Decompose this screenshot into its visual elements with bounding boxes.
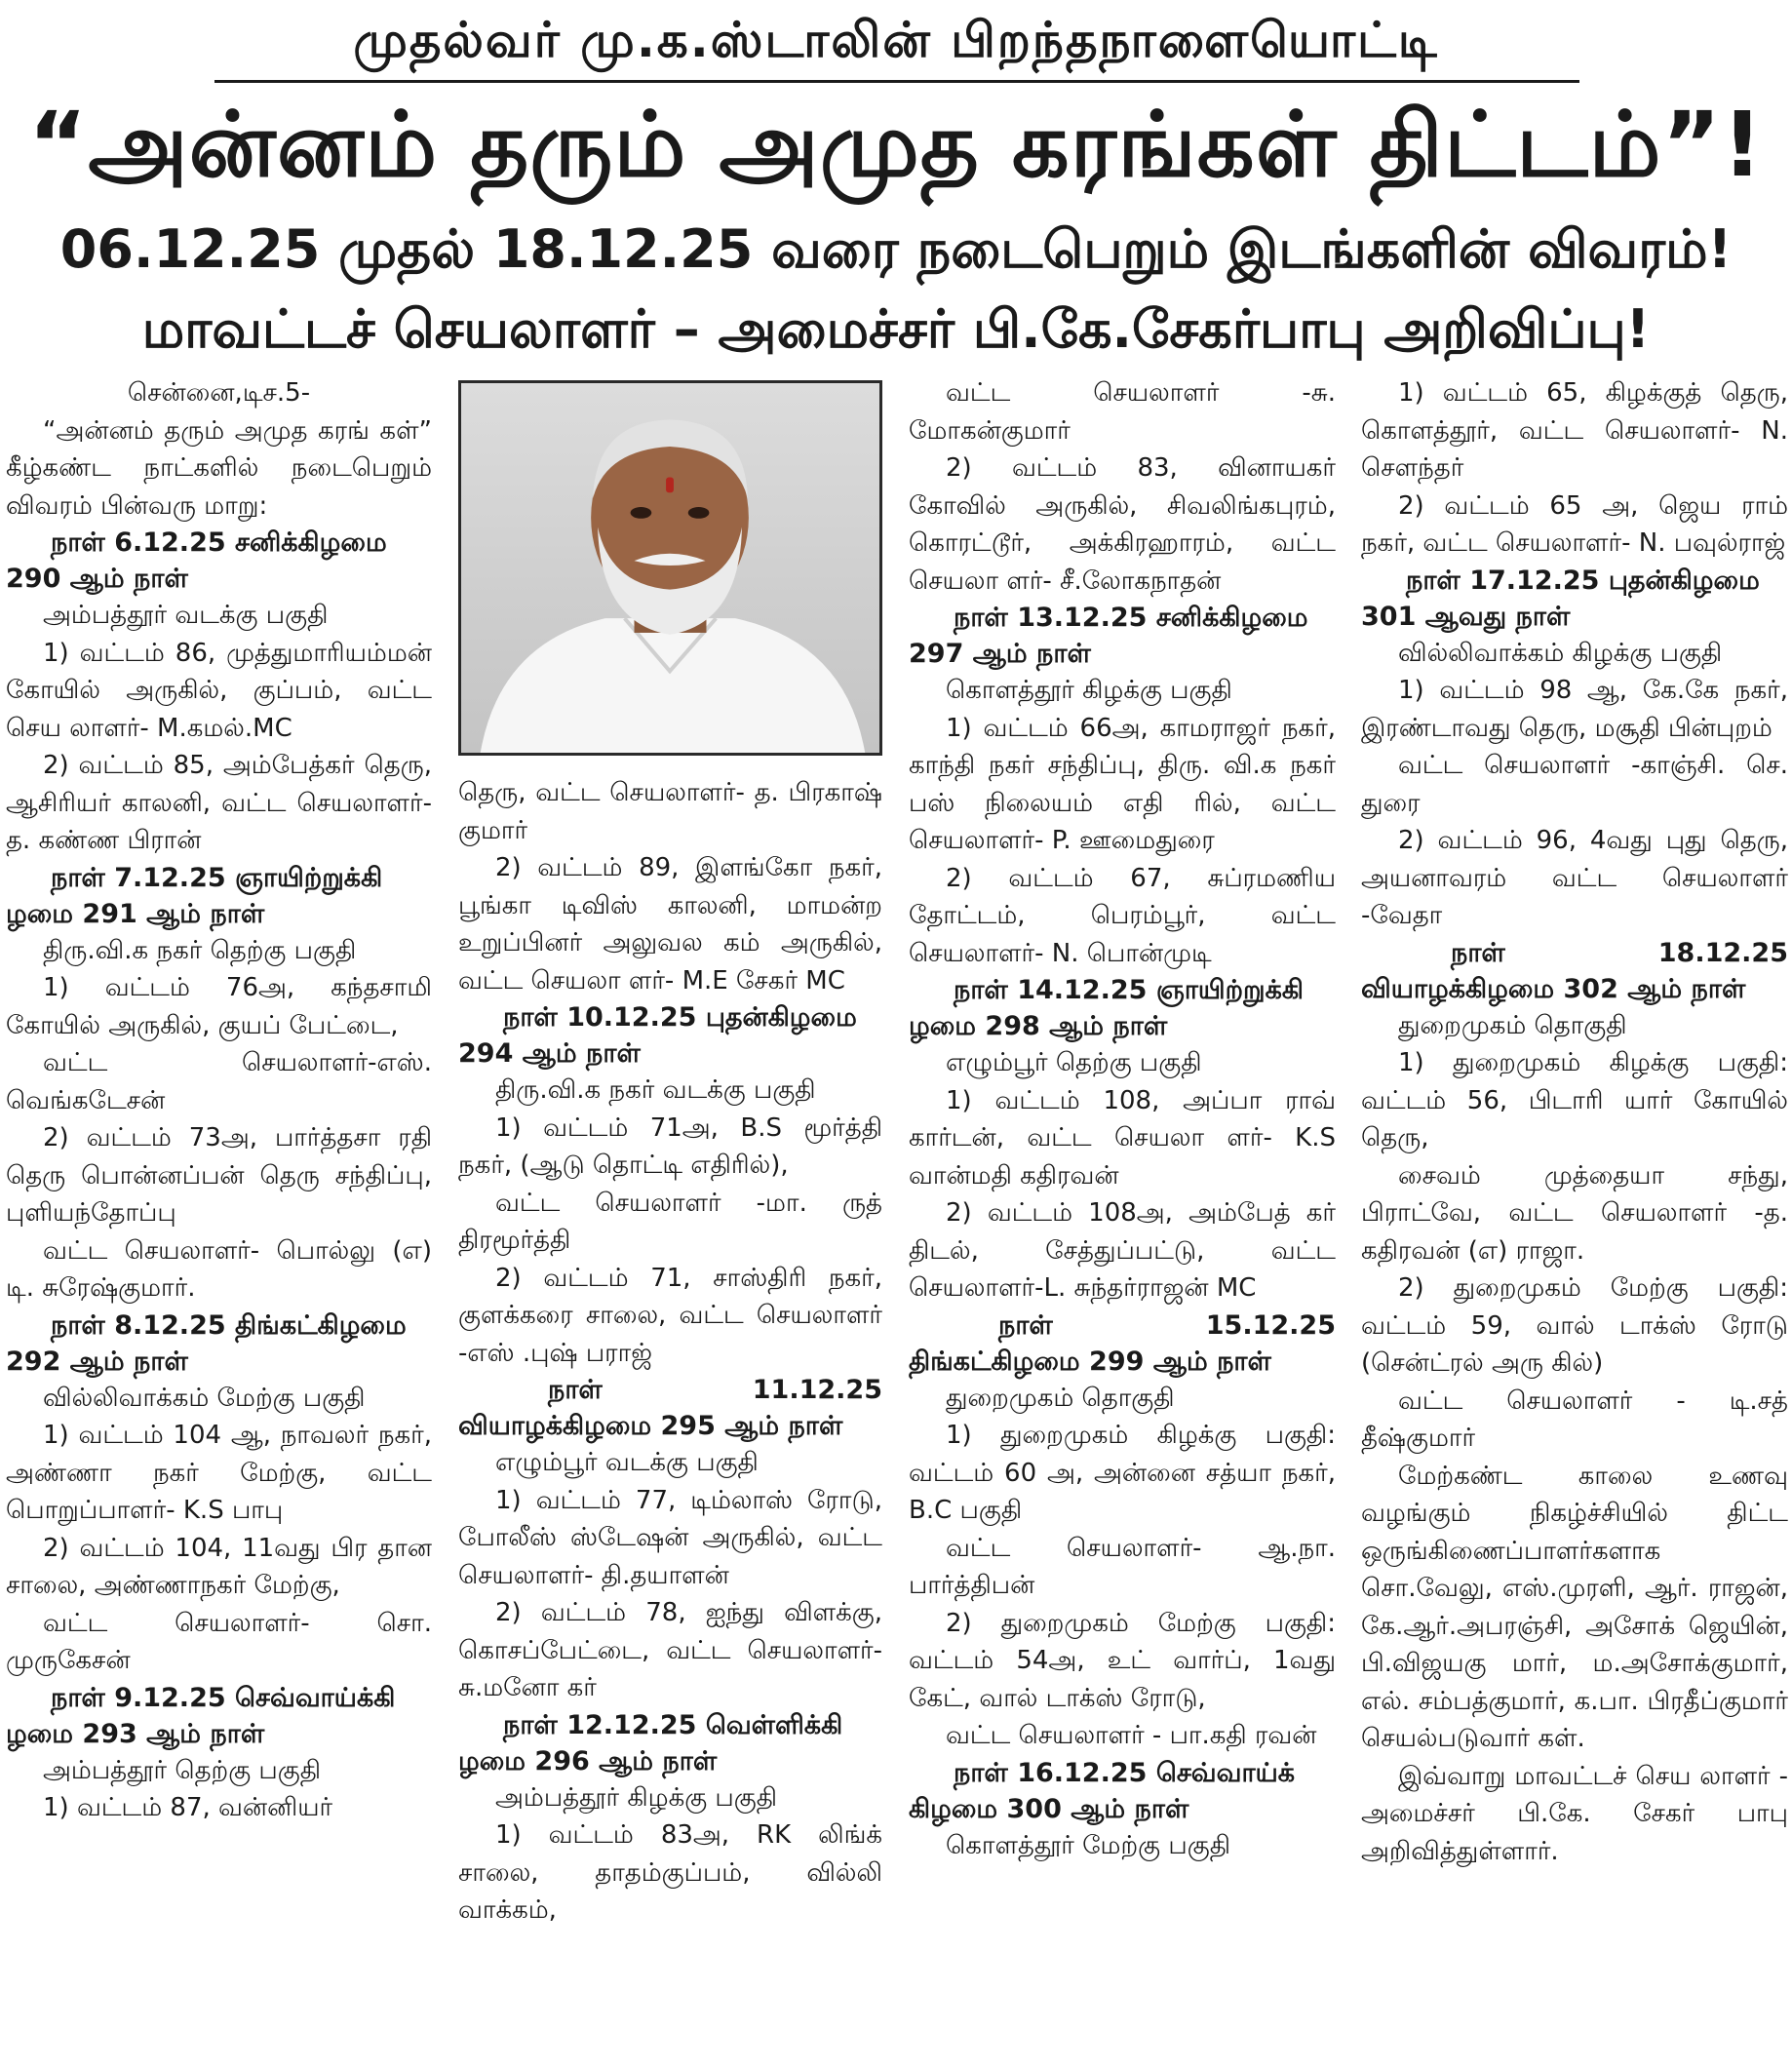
day-label: நாள் <box>1451 937 1505 968</box>
subheadline-announcement: மாவட்டச் செயலாளர் – அமைச்சர் பி.கே.சேகர்பாபு அறிவிப்பு! <box>141 298 1651 360</box>
day-heading-7: நாள் 7.12.25 ஞாயிற்றுக்கி ழமை 291 ஆம் நாள் <box>6 862 383 929</box>
venue-secretary: வட்ட செயலாளர் - டி.சத் தீஷ்குமார் <box>1361 1386 1788 1453</box>
area-name: அம்பத்தூர் தெற்கு பகுதி <box>43 1755 322 1785</box>
column-1 <box>6 374 432 2066</box>
area-name: கொளத்தூர் மேற்கு பகுதி <box>946 1830 1230 1860</box>
venue-item: 2) துறைமுகம் மேற்கு பகுதி: வட்டம் 54அ, உட் வார்ப், 1வது கேட், வால் டாக்ஸ் ரோடு, <box>909 1608 1336 1713</box>
intro-paragraph: “அன்னம் தரும் அமுத கரங் கள்” கீழ்கண்ட நாட்களில் நடைபெறும் விவரம் பின்வரு மாறு: <box>6 415 432 521</box>
venue-item: 2) துறைமுகம் மேற்கு பகுதி: வட்டம் 59, வால் டாக்ஸ் ரோடு (சென்ட்ரல் அரு கில்) <box>1361 1273 1788 1378</box>
kicker-line: முதல்வர் மு.க.ஸ்டாலின் பிறந்தநாளையொட்டி <box>353 12 1439 68</box>
venue-item: 2) வட்டம் 104, 11வது பிர தான சாலை, அண்ணாநகர் மேற்கு, <box>6 1533 432 1600</box>
column-2 <box>458 374 882 2066</box>
venue-item: 2) வட்டம் 83, வினாயகர் கோவில் அருகில், சிவலிங்கபுரம், கொரட்டூர், அக்கிரஹாரம், வட்ட செயலா ளர்- சீ.லோகநாதன் <box>909 453 1336 596</box>
dateline: சென்னை,டிச.5- <box>127 378 311 408</box>
venue-secretary: வட்ட செயலாளர் -காஞ்சி. செ. துரை <box>1361 751 1788 818</box>
venue-item: 1) வட்டம் 77, டிம்லாஸ் ரோடு, போலீஸ் ஸ்டேஷன் அருகில், வட்ட செயலாளர்- தி.தயாளன் <box>458 1485 882 1590</box>
day-date: 18.12.25 <box>1657 937 1788 968</box>
closing-paragraph: மேற்கண்ட காலை உணவு வழங்கும் நிகழ்ச்சியில் திட்ட ஒருங்கிணைப்பாளர்களாக சொ.வேலு, எஸ்.முரளி, ஆர். ராஜன், கே.ஆர்.அபரஞ்சி, அசோக் ஜெயின், பி.விஜயகு மார், ம.அசோக்குமார், எல். சம்பத்குமார், க.பா. பிரதீப்குமார் செயல்படுவார் கள். <box>1361 1461 1788 1753</box>
day-heading-16: நாள் 16.12.25 செவ்வாய்க் கிழமை 300 ஆம் நாள் <box>909 1757 1295 1824</box>
day-heading-9: நாள் 9.12.25 செவ்வாய்க்கி ழமை 293 ஆம் நாள் <box>6 1682 396 1749</box>
area-name: திரு.வி.க நகர் தெற்கு பகுதி <box>43 935 357 965</box>
venue-item: 1) வட்டம் 76அ, கந்தசாமி கோயில் அருகில், குயப் பேட்டை, <box>6 973 432 1040</box>
venue-item: 1) வட்டம் 87, வன்னியர் <box>43 1793 333 1822</box>
venue-item: 2) வட்டம் 96, 4வது புது தெரு, அயனாவரம் வட்ட செயலாளர் -வேதா <box>1361 826 1788 930</box>
venue-item: 2) வட்டம் 78, ஐந்து விளக்கு, கொசப்பேட்டை, வட்ட செயலாளர்-சு.மனோ கர் <box>458 1598 882 1702</box>
venue-item: 1) துறைமுகம் கிழக்கு பகுதி: வட்டம் 60 அ, அன்னை சத்யா நகர், B.C பகுதி <box>909 1421 1336 1525</box>
day-label: நாள் <box>548 1375 603 1405</box>
day-heading-17: நாள் 17.12.25 புதன்கிழமை 301 ஆவது நாள் <box>1361 565 1760 632</box>
day-heading-14: நாள் 14.12.25 ஞாயிற்றுக்கி ழமை 298 ஆம் நாள் <box>909 975 1304 1041</box>
venue-secretary: வட்ட செயலாளர் -மா. ருத் திரமூர்த்தி <box>458 1188 882 1255</box>
venue-item: 1) வட்டம் 71அ, B.S மூர்த்தி நகர், (ஆடு தொட்டி எதிரில்), <box>458 1113 882 1180</box>
day-heading-10: நாள் 10.12.25 புதன்கிழமை 294 ஆம் நாள் <box>458 1002 857 1069</box>
day-heading-15 <box>909 1308 1336 1380</box>
venue-item: 1) வட்டம் 108, அப்பா ராவ் கார்டன், வட்ட செயலா ளர்- K.S வான்மதி கதிரவன் <box>909 1085 1336 1191</box>
day-heading-15-row <box>909 1308 1336 1344</box>
venue-secretary: வட்ட செயலாளர் - பா.கதி ரவன் <box>946 1721 1317 1750</box>
day-label: நாள் <box>998 1309 1053 1341</box>
area-name: கொளத்தூர் கிழக்கு பகுதி <box>946 676 1232 705</box>
day-weekday: வியாழக்கிழமை 295 ஆம் நாள் <box>458 1411 843 1441</box>
column-4 <box>1361 374 1788 2066</box>
venue-item: 2) வட்டம் 71, சாஸ்திரி நகர், குளக்கரை சாலை, வட்ட செயலாளர் -எஸ் .புஷ் பராஜ் <box>458 1263 882 1368</box>
area-name: அம்பத்தூர் வடக்கு பகுதி <box>43 601 329 630</box>
day-weekday: வியாழக்கிழமை 302 ஆம் நாள் <box>1361 973 1746 1004</box>
day-heading-11-row <box>458 1372 882 1408</box>
day-heading-6: நாள் 6.12.25 சனிக்கிழமை 290 ஆம் நாள் <box>6 527 387 594</box>
venue-secretary: வட்ட செயலாளர்- பொல்லு (எ) டி. சுரேஷ்குமார். <box>6 1235 432 1303</box>
venue-item: 2) வட்டம் 73அ, பார்த்தசா ரதி தெரு பொன்னப்பன் தெரு சந்திப்பு, புளியந்தோப்பு <box>6 1123 432 1228</box>
area-name: எழும்பூர் தெற்கு பகுதி <box>946 1048 1202 1077</box>
venue-continuation: வட்ட செயலாளர் -சு. மோகன்குமார் <box>909 378 1336 446</box>
day-heading-18-row <box>1361 935 1788 971</box>
venue-item: 1) வட்டம் 104 ஆ, நாவலர் நகர், அண்ணா நகர் மேற்கு, வட்ட பொறுப்பாளர்- K.S பாபு <box>6 1421 432 1525</box>
venue-item: 2) வட்டம் 89, இளங்கோ நகர், பூங்கா டிவிஸ் காலனி, மாமன்ற உறுப்பினர் அலுவல கம் அருகில், வட்ட செயலா ளர்- M.E சேகர் MC <box>458 853 882 995</box>
area-name: வில்லிவாக்கம் கிழக்கு பகுதி <box>1398 638 1723 668</box>
venue-item: 2) வட்டம் 65 அ, ஜெய ராம் நகர், வட்ட செயலாளர்- N. பவுல்ராஜ் <box>1361 490 1788 558</box>
venue-item: 1) வட்டம் 98 ஆ, கே.கே நகர், இரண்டாவது தெரு, மசூதி பின்புறம் <box>1361 676 1788 743</box>
venue-item: 1) வட்டம் 86, முத்துமாரியம்மன் கோயில் அருகில், குப்பம், வட்ட செய லாளர்- M.கமல்.MC <box>6 638 432 743</box>
signoff-paragraph: இவ்வாறு மாவட்டச் செய லாளர் - அமைச்சர் பி.கே. சேகர் பாபு அறிவித்துள்ளார். <box>1361 1761 1788 1866</box>
day-weekday: திங்கட்கிழமை 299 ஆம் நாள் <box>909 1346 1271 1377</box>
day-heading-11 <box>458 1372 882 1444</box>
venue-secretary: வட்ட செயலாளர்-எஸ். வெங்கடேசன் <box>6 1048 432 1115</box>
day-heading-12: நாள் 12.12.25 வெள்ளிக்கி ழமை 296 ஆம் நாள் <box>458 1709 843 1776</box>
subheadline-dates: 06.12.25 முதல் 18.12.25 வரை நடைபெறும் இடங்களின் விவரம்! <box>59 218 1733 280</box>
venue-secretary: வட்ட செயலாளர்- சொ. முருகேசன் <box>6 1608 432 1675</box>
column-2-body <box>458 774 882 1930</box>
headline: “அன்னம் தரும் அமுத கரங்கள் திட்டம்”! <box>28 93 1764 197</box>
area-name: துறைமுகம் தொகுதி <box>1398 1010 1627 1040</box>
venue-item: 2) வட்டம் 108அ, அம்பேத் கர் திடல், சேத்துப்பட்டு, வட்ட செயலாளர்-L. சுந்தர்ராஜன் MC <box>909 1198 1336 1303</box>
area-name: துறைமுகம் தொகுதி <box>946 1383 1175 1413</box>
day-heading-8: நாள் 8.12.25 திங்கட்கிழமை 292 ஆம் நாள் <box>6 1309 407 1377</box>
venue-continuation: தெரு, வட்ட செயலாளர்- த. பிரகாஷ் குமார் <box>458 778 882 845</box>
day-heading-18 <box>1361 935 1788 1007</box>
venue-secretary: சைவம் முத்தையா சந்து, பிராட்வே, வட்ட செயலாளர் -த. கதிரவன் (எ) ராஜா. <box>1361 1160 1788 1266</box>
day-date: 15.12.25 <box>1205 1309 1336 1341</box>
kicker-underline <box>214 80 1579 83</box>
venue-item: 2) வட்டம் 85, அம்பேத்கர் தெரு, ஆசிரியர் காலனி, வட்ட செயலாளர்-த. கண்ண பிரான் <box>6 751 432 855</box>
area-name: அம்பத்தூர் கிழக்கு பகுதி <box>495 1782 778 1813</box>
day-heading-13: நாள் 13.12.25 சனிக்கிழமை 297 ஆம் நாள் <box>909 603 1308 669</box>
venue-item: 1) வட்டம் 66அ, காமராஜர் நகர், காந்தி நகர் சந்திப்பு, திரு. வி.க நகர் பஸ் நிலையம் எதி ரில், வட்ட செயலாளர்- P. ஊமைதுரை <box>909 713 1336 855</box>
venue-item: 1) வட்டம் 65, கிழக்குத் தெரு, கொளத்தூர், வட்ட செயலாளர்- N. சௌந்தர் <box>1361 378 1788 483</box>
venue-secretary: வட்ட செயலாளர்- ஆ.நா. பார்த்திபன் <box>909 1533 1336 1600</box>
area-name: எழும்பூர் வடக்கு பகுதி <box>495 1448 759 1477</box>
column-3 <box>909 374 1336 2066</box>
area-name: வில்லிவாக்கம் மேற்கு பகுதி <box>43 1383 366 1413</box>
day-date: 11.12.25 <box>752 1375 882 1405</box>
venue-item: 1) துறைமுகம் கிழக்கு பகுதி: வட்டம் 56, பிடாரி யார் கோயில் தெரு, <box>1361 1048 1788 1152</box>
area-name: திரு.வி.க நகர் வடக்கு பகுதி <box>495 1075 816 1105</box>
venue-item: 2) வட்டம் 67, சுப்ரமணிய தோட்டம், பெரம்பூர், வட்ட செயலாளர்- N. பொன்முடி <box>909 863 1336 968</box>
venue-item: 1) வட்டம் 83அ, RK லிங்க் சாலை, தாதம்குப்பம், வில்லி வாக்கம், <box>458 1820 882 1925</box>
